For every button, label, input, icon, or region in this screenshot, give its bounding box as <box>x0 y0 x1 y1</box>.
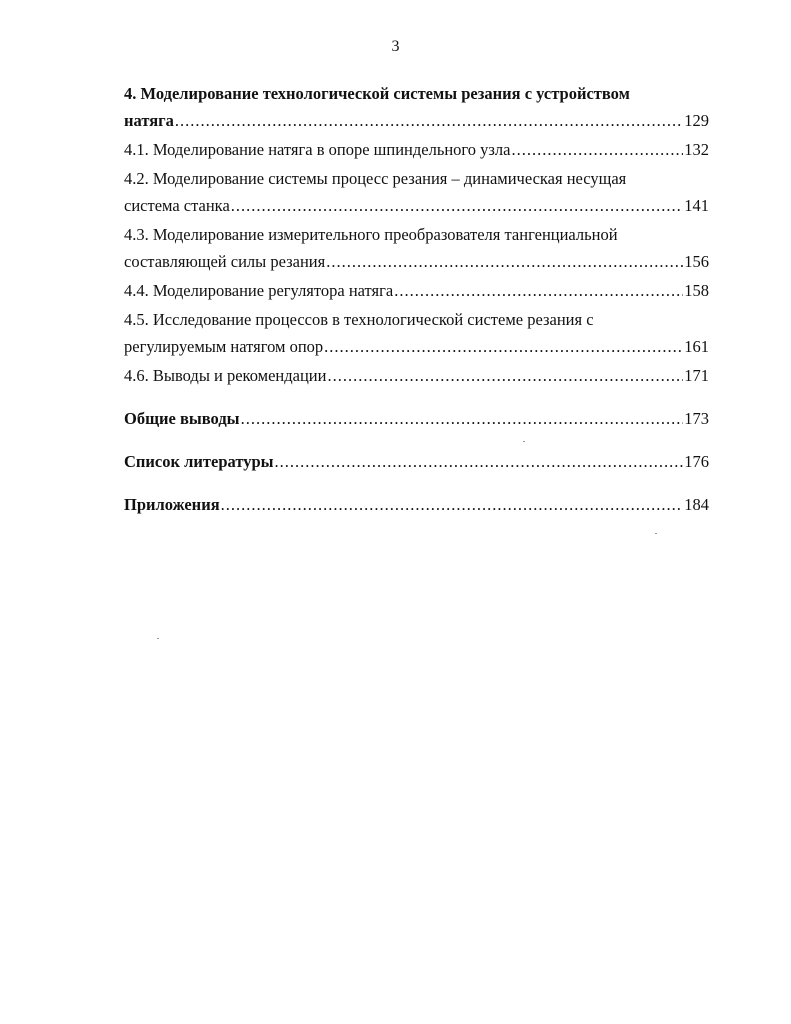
toc-entry-4-1[interactable] <box>124 136 709 163</box>
toc-entry-conclusions-page: 173 <box>684 409 709 428</box>
toc-entry-4-6[interactable] <box>124 362 709 389</box>
toc-entry-conclusions-title: Общие выводы <box>124 409 240 428</box>
dot-leader <box>324 333 683 360</box>
toc-entry-conclusions[interactable] <box>124 405 709 432</box>
toc-entry-4-6-page: 171 <box>684 366 709 385</box>
toc-entry-4-2[interactable] <box>124 165 709 219</box>
toc-entry-appendices-title: Приложения <box>124 495 220 514</box>
toc-entry-4-1-page: 132 <box>684 140 709 159</box>
toc-entry-4-2-title: 4.2. Моделирование системы процесс резания – динамическая несущая <box>124 169 627 188</box>
scan-speck <box>655 533 657 534</box>
toc-entry-4-4-page: 158 <box>684 281 709 300</box>
dot-leader <box>394 277 683 304</box>
toc-entry-4-6-title: 4.6. Выводы и рекомендации <box>124 366 327 385</box>
dot-leader <box>275 448 684 475</box>
toc-entry-4-3-page: 156 <box>684 252 709 271</box>
toc-entry-chapter-4-title-cont: натяга <box>124 111 174 130</box>
dot-leader <box>221 491 684 518</box>
toc-entry-appendices[interactable] <box>124 491 709 518</box>
dot-leader <box>175 107 683 134</box>
toc-entry-chapter-4[interactable] <box>124 80 709 134</box>
toc-entry-references[interactable] <box>124 448 709 475</box>
toc-entry-4-5-title: 4.5. Исследование процессов в технологической системе резания с <box>124 310 594 329</box>
dot-leader <box>511 136 683 163</box>
toc-entry-chapter-4-page: 129 <box>684 111 709 130</box>
dot-leader <box>327 362 683 389</box>
toc-entry-4-2-page: 141 <box>684 196 709 215</box>
dot-leader <box>231 192 683 219</box>
table-of-contents <box>124 80 709 518</box>
toc-entry-references-title: Список литературы <box>124 452 274 471</box>
toc-entry-4-4[interactable] <box>124 277 709 304</box>
toc-entry-4-5-title-cont: регулируемым натягом опор <box>124 337 324 356</box>
toc-entry-4-4-title: 4.4. Моделирование регулятора натяга <box>124 281 394 300</box>
toc-entry-4-1-title: 4.1. Моделирование натяга в опоре шпиндельного узла <box>124 140 511 159</box>
toc-entry-chapter-4-title: 4. Моделирование технологической системы резания с устройством <box>124 84 630 103</box>
toc-entry-4-3[interactable] <box>124 221 709 275</box>
toc-entry-4-2-title-cont: система станка <box>124 196 230 215</box>
dot-leader <box>241 405 684 432</box>
dot-leader <box>326 248 683 275</box>
toc-entry-4-5-page: 161 <box>684 337 709 356</box>
scan-speck <box>157 638 159 639</box>
toc-entry-appendices-page: 184 <box>684 495 709 514</box>
toc-entry-4-3-title: 4.3. Моделирование измерительного преобразователя тангенциальной <box>124 225 618 244</box>
toc-entry-4-3-title-cont: составляющей силы резания <box>124 252 326 271</box>
toc-entry-references-page: 176 <box>684 452 709 471</box>
toc-entry-4-5[interactable] <box>124 306 709 360</box>
page-number: 3 <box>391 38 400 55</box>
scan-speck <box>523 441 525 442</box>
